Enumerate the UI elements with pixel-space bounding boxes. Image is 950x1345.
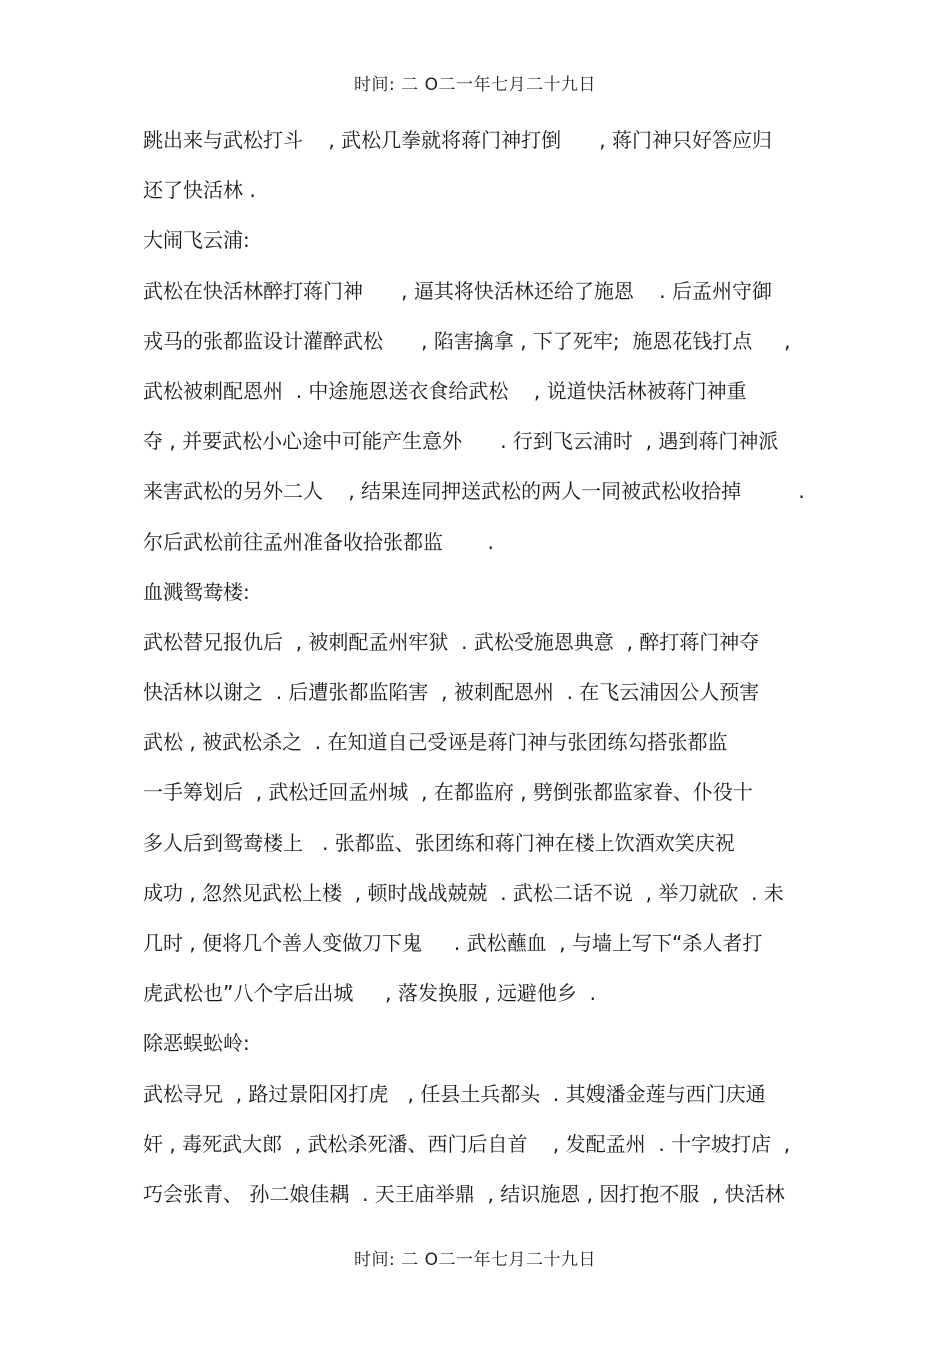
text-line: 武松在快活林醉打蒋门神 , 逼其将快活林还给了施恩 . 后孟州守御 xyxy=(143,278,773,303)
section-heading: 血溅鸳鸯楼: xyxy=(143,579,250,604)
text-line: 还了快活林 . xyxy=(143,178,256,203)
text-line: 虎武松也”八个字后出城 , 落发换服 , 远避他乡 . xyxy=(143,981,597,1006)
section-heading: 大闹飞云浦: xyxy=(143,228,250,253)
text-line: 武松寻兄 , 路过景阳冈打虎 , 任县土兵都头 . 其嫂潘金莲与西门庆通 xyxy=(143,1081,766,1106)
text-line: 几时 , 便将几个善人变做刀下鬼 . 武松蘸血 , 与墙上写下“杀人者打 xyxy=(143,931,763,955)
text-line: 一手筹划后 , 武松迁回孟州城 , 在都监府 , 劈倒张都监家眷、仆役十 xyxy=(143,780,753,805)
text-line: 巧会张青、 孙二娘佳耦 . 天王庙举鼎 , 结识施恩 , 因打抱不服 , 快活林 xyxy=(143,1181,785,1206)
text-line: 奸 , 毒死武大郎 , 武松杀死潘、西门后自首 , 发配孟州 . 十字坡打店 , xyxy=(143,1131,791,1156)
section-heading: 除恶蜈蚣岭: xyxy=(143,1031,250,1056)
text-line: 武松 , 被武松杀之 . 在知道自己受诬是蒋门神与张团练勾搭张都监 xyxy=(143,730,728,755)
text-line: 戎马的张都监设计灌醉武松 , 陷害擒拿 , 下了死牢; 施恩花钱打点 , xyxy=(143,328,791,353)
text-line: 成功 , 忽然见武松上楼 , 顿时战战兢兢 . 武松二话不说 , 举刀就砍 . 未 xyxy=(143,880,784,905)
text-line: 夺 , 并要武松小心途中可能产生意外 . 行到飞云浦时 , 遇到蒋门神派 xyxy=(143,429,779,454)
page-header: 时间: 二 O二一年七月二十九日 xyxy=(354,75,596,95)
text-line: 来害武松的另外二人 , 结果连同押送武松的两人一同被武松收拾掉 . xyxy=(143,479,805,504)
body-text xyxy=(143,125,823,1229)
text-line: 尔后武松前往孟州准备收拾张都监 . xyxy=(143,529,494,554)
text-line: 武松替兄报仇后 , 被刺配孟州牢狱 . 武松受施恩典意 , 醉打蒋门神夺 xyxy=(143,629,760,654)
page-footer: 时间: 二 O二一年七月二十九日 xyxy=(354,1250,596,1270)
text-line: 快活林以谢之 . 后遭张都监陷害 , 被刺配恩州 . 在飞云浦因公人预害 xyxy=(143,680,760,705)
text-line: 武松被刺配恩州 . 中途施恩送衣食给武松 , 说道快活林被蒋门神重 xyxy=(143,378,747,403)
text-line: 多人后到鸳鸯楼上 . 张都监、张团练和蒋门神在楼上饮酒欢笑庆祝 xyxy=(143,830,735,855)
text-line: 跳出来与武松打斗 , 武松几拳就将蒋门神打倒 , 蒋门神只好答应归 xyxy=(143,128,773,152)
